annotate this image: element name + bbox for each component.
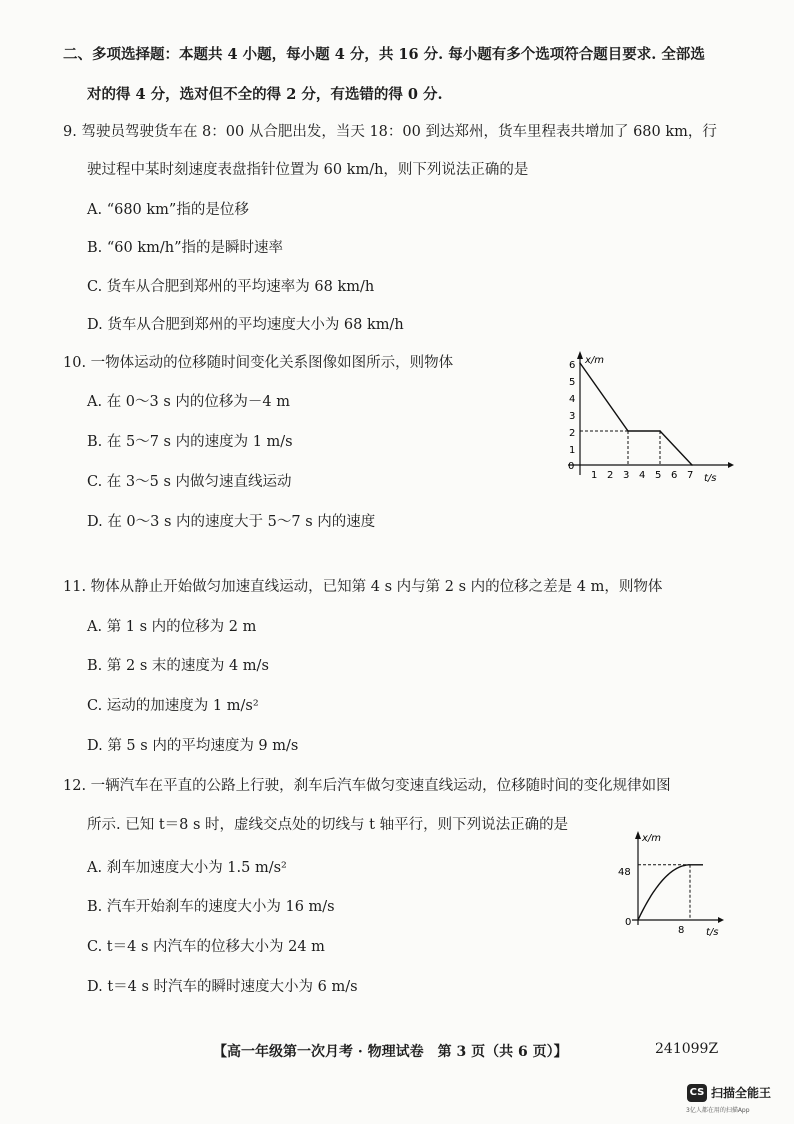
- q10-x-arrow: [728, 462, 734, 468]
- q11-option-a: A. 第 1 s 内的位移为 2 m: [87, 619, 257, 635]
- q12-option-c: C. t＝4 s 内汽车的位移大小为 24 m: [87, 939, 325, 955]
- q10-y-arrow: [577, 351, 583, 359]
- q12-y-mark: 48: [618, 867, 631, 878]
- scanner-badge-subtitle: 3亿人都在用的扫描App: [686, 1107, 750, 1114]
- q10-ytick: 5: [569, 377, 576, 388]
- q10-xtick: 3: [623, 470, 630, 481]
- q10-data-point: [659, 430, 661, 432]
- q12-stem-line1: 12. 一辆汽车在平直的公路上行驶，刹车后汽车做匀变速直线运动，位移随时间的变化规律如图: [63, 778, 671, 794]
- q10-ytick: 1: [569, 445, 576, 456]
- q12-option-d: D. t＝4 s 时汽车的瞬时速度大小为 6 m/s: [87, 979, 358, 995]
- q11-option-b: B. 第 2 s 末的速度为 4 m/s: [87, 658, 269, 674]
- q10-xtick: 4: [639, 470, 646, 481]
- q10-data-point: [691, 464, 693, 466]
- q10-x-label: t/s: [704, 473, 717, 484]
- section-heading-line1: 二、多项选择题：本题共 4 小题，每小题 4 分，共 16 分. 每小题有多个选项符合题目要求. 全部选: [63, 46, 705, 63]
- q10-data-point: [579, 362, 581, 364]
- q12-series-curve: [638, 865, 690, 920]
- q12-y-label: x/m: [642, 833, 662, 844]
- q10-plot-area: [579, 362, 693, 466]
- q12-x-label: t/s: [706, 927, 719, 938]
- q9-stem-line2: 驶过程中某时刻速度表盘指针位置为 60 km/h，则下列说法正确的是: [87, 162, 529, 178]
- q9-option-c: C. 货车从合肥到郑州的平均速率为 68 km/h: [87, 279, 375, 295]
- footer-code: 241099Z: [655, 1041, 719, 1057]
- q10-ytick: 4: [569, 394, 576, 405]
- q12-x-arrow: [718, 917, 724, 923]
- q10-series-line: [580, 363, 692, 465]
- q10-option-c: C. 在 3～5 s 内做匀速直线运动: [87, 474, 292, 490]
- q10-stem: 10. 一物体运动的位移随时间变化关系图像如图所示，则物体: [63, 355, 454, 371]
- q10-displacement-graph: [558, 345, 738, 485]
- q12-plot-area: [638, 865, 703, 920]
- q10-xtick: 1: [591, 470, 598, 481]
- scanner-logo-icon: CS: [687, 1084, 707, 1102]
- q12-y-arrow: [635, 831, 641, 839]
- q10-ytick: 6: [569, 360, 576, 371]
- q12-option-a: A. 刹车加速度大小为 1.5 m/s²: [87, 860, 287, 876]
- q10-data-point: [627, 430, 629, 432]
- q9-option-b: B. “60 km/h”指的是瞬时速率: [87, 240, 284, 256]
- q12-origin: 0: [625, 917, 632, 928]
- q10-xtick: 7: [687, 470, 694, 481]
- q9-option-d: D. 货车从合肥到郑州的平均速度大小为 68 km/h: [87, 317, 404, 333]
- footer-title: 【高一年级第一次月考 · 物理试卷 第 3 页（共 6 页）】: [213, 1044, 568, 1060]
- q10-option-d: D. 在 0～3 s 内的速度大于 5～7 s 内的速度: [87, 514, 376, 530]
- q10-option-b: B. 在 5～7 s 内的速度为 1 m/s: [87, 434, 293, 450]
- section-heading-line2: 对的得 4 分，选对但不全的得 2 分，有选错的得 0 分.: [87, 86, 443, 103]
- q12-x-mark: 8: [678, 925, 685, 936]
- q9-option-a: A. “680 km”指的是位移: [87, 202, 249, 218]
- q11-option-c: C. 运动的加速度为 1 m/s²: [87, 698, 259, 714]
- scanner-badge-title: 扫描全能王: [711, 1086, 772, 1100]
- q11-option-d: D. 第 5 s 内的平均速度为 9 m/s: [87, 738, 299, 754]
- q10-origin: 0: [568, 461, 575, 472]
- q9-stem-line1: 9. 驾驶员驾驶货车在 8：00 从合肥出发，当天 18：00 到达郑州，货车里程表共增加了 680 km，行: [63, 124, 717, 140]
- q10-xtick: 5: [655, 470, 662, 481]
- q10-ytick: 3: [569, 411, 576, 422]
- q12-stem-line2: 所示. 已知 t＝8 s 时，虚线交点处的切线与 t 轴平行，则下列说法正确的是: [87, 817, 569, 833]
- q10-y-label: x/m: [585, 355, 605, 366]
- q10-option-a: A. 在 0～3 s 内的位移为－4 m: [87, 394, 290, 410]
- q12-displacement-graph: [612, 825, 732, 940]
- q10-xtick: 6: [671, 470, 678, 481]
- q10-x-ticks: [591, 470, 693, 481]
- q10-ytick: 2: [569, 428, 576, 439]
- q11-stem: 11. 物体从静止开始做匀加速直线运动，已知第 4 s 内与第 2 s 内的位移之差是 4 m，则物体: [63, 579, 663, 595]
- q12-option-b: B. 汽车开始刹车的速度大小为 16 m/s: [87, 899, 335, 915]
- q10-xtick: 2: [607, 470, 614, 481]
- q10-y-ticks: [569, 360, 575, 456]
